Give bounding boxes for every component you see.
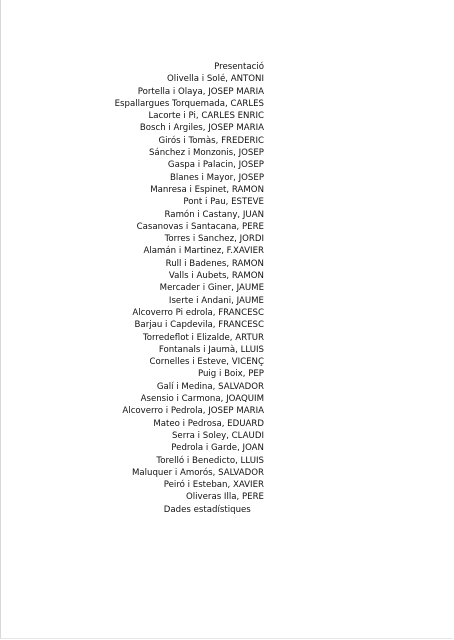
toc-entry: Cornelles i Esteve, VICENÇ [149,357,264,368]
toc-entry: Alamán i Martinez, F.XAVIER [143,246,264,257]
toc-entry: Oliveras Illa, PERE [186,492,264,503]
toc-entry: Presentació [214,62,264,72]
table-of-contents [115,61,264,516]
toc-entry: Iserte i Andani, JAUME [168,295,264,306]
toc-entry: Girós i Tomàs, FREDERIC [158,135,264,146]
toc-entry: Galí i Medina, SALVADOR [156,381,264,392]
toc-entry: Gaspa i Palacin, JOSEP [167,160,264,171]
toc-entry: Puig i Boix, PEP [197,369,264,380]
toc-entry: Blanes i Mayor, JOSEP [170,172,264,183]
toc-entry: Sánchez i Monzonis, JOSEP [148,148,264,159]
toc-entry: Manresa i Espinet, RAMON [150,184,264,195]
toc-entry: Peiró i Esteban, XAVIER [163,480,264,491]
toc-entry: Valls i Aubets, RAMON [168,271,264,282]
toc-entry: Barjau i Capdevila, FRANCESC [134,320,264,331]
toc-entry: Mateo i Pedrosa, EDUARD [153,418,264,429]
toc-entry: Maluquer i Amorós, SALVADOR [131,467,264,478]
toc-entry: Torelló i Benedicto, LLUIS [156,455,264,466]
toc-entry: Lacorte i Pi, CARLES ENRIC [148,111,264,122]
toc-entry: Alcoverro i Pedrola, JOSEP MARIA [122,406,264,417]
toc-entry: Ramón i Castany, JUAN [164,209,264,220]
toc-entry: Rull i Badenes, RAMON [165,258,264,269]
toc-entry: Fontanals i Jaumà, LLUIS [158,344,264,355]
toc-entry: Dades estadístiques [163,504,251,515]
toc-entry: Serra i Soley, CLAUDI [171,430,264,441]
toc-entry: Asensio i Carmona, JOAQUIM [140,394,264,405]
toc-entry: Alcoverro Pi edrola, FRANCESC [132,307,264,318]
toc-entry: Casanovas i Santacana, PERE [136,221,264,232]
toc-entry: Pont i Pau, ESTEVE [183,197,264,208]
toc-entry: Bosch i Argiles, JOSEP MARIA [139,123,264,134]
toc-entry: Torredeflot i Elizalde, ARTUR [142,332,264,343]
toc-entry: Torres i Sanchez, JORDI [164,234,264,245]
toc-entry: Portella i Olaya, JOSEP MARIA [137,86,264,97]
toc-entry: Pedrola i Garde, JOAN [171,443,264,454]
toc-entry: Mercader i Giner, JAUME [159,283,264,294]
toc-entry: Olivella i Solé, ANTONI [167,74,264,85]
toc-entry: Espallargues Torquemada, CARLES [114,98,264,109]
